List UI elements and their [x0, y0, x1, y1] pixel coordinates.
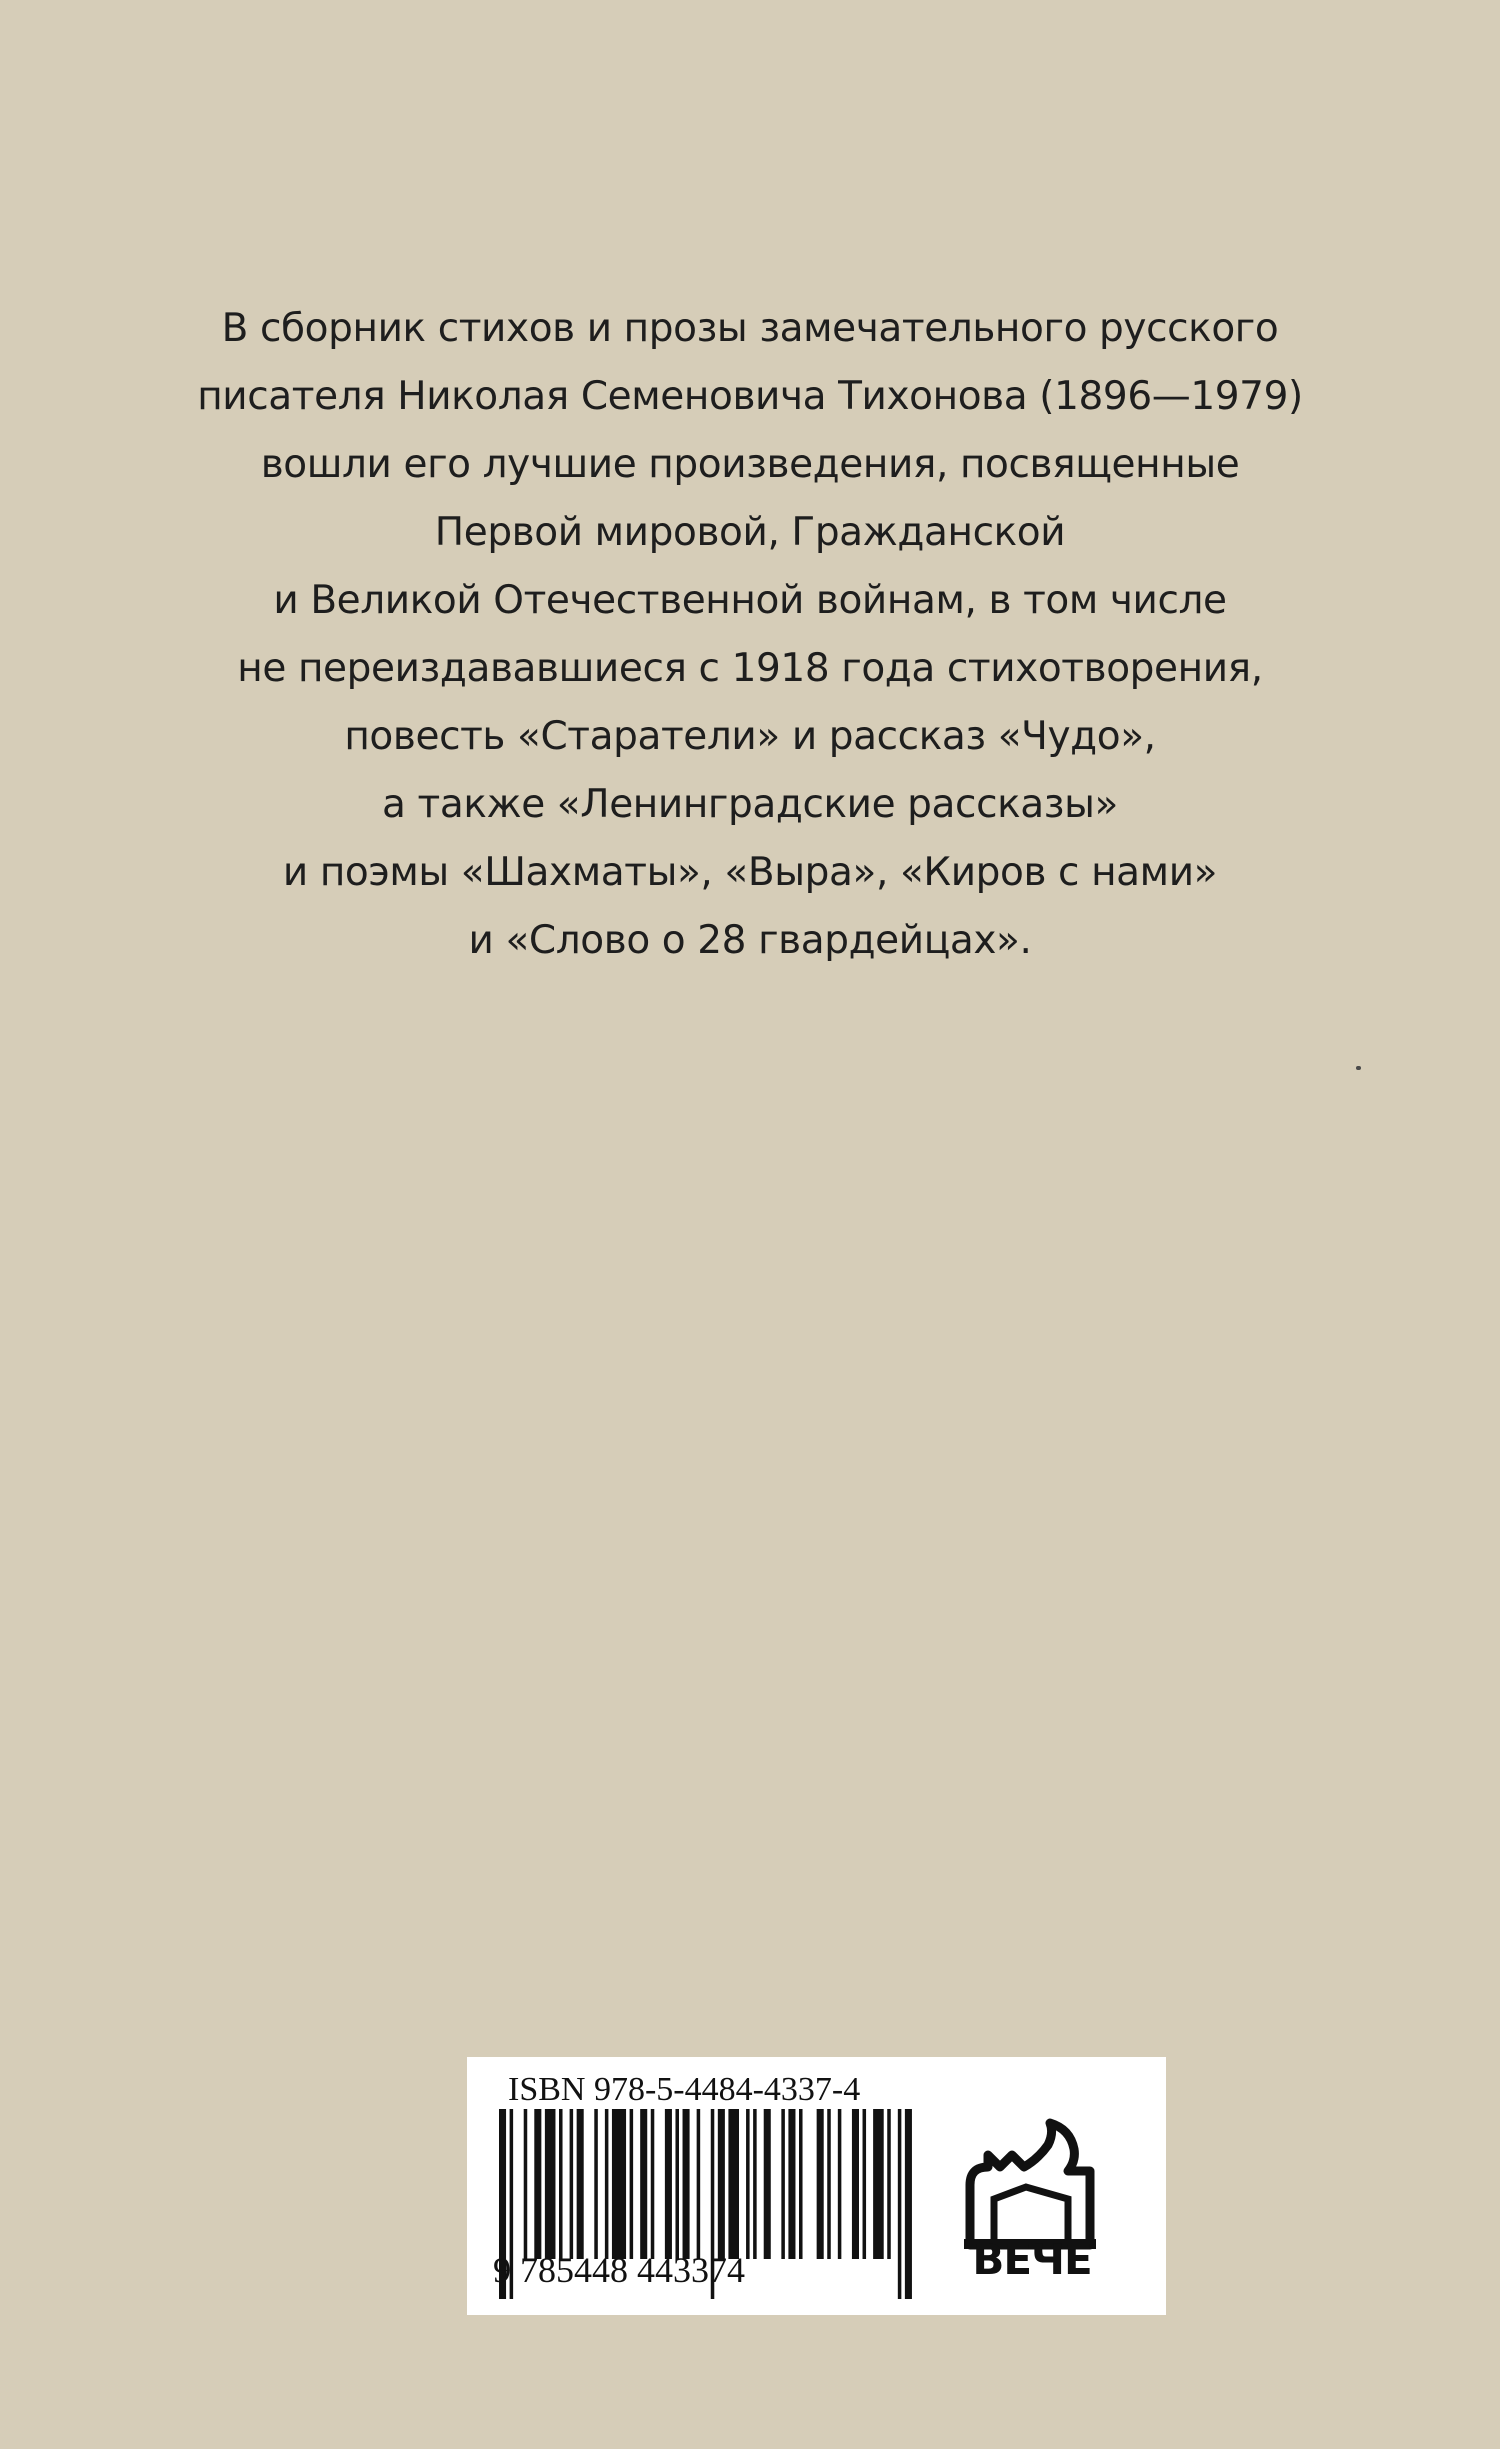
barcode-bar — [651, 2109, 655, 2259]
isbn-barcode-label — [467, 2057, 1166, 2315]
barcode-bar — [675, 2109, 679, 2259]
annotation-line: не переиздававшиеся с 1918 года стихотворения, — [237, 646, 1263, 691]
barcode-bar — [746, 2109, 750, 2259]
barcode-bar — [799, 2109, 803, 2259]
annotation-line: вошли его лучшие произведения, посвященные — [260, 442, 1240, 487]
barcode-bar — [817, 2109, 824, 2259]
barcode-bar — [612, 2109, 626, 2259]
barcode-bar — [605, 2109, 609, 2259]
annotation-line: писателя Николая Семеновича Тихонова (1896—1979) — [197, 374, 1303, 419]
barcode-bar — [887, 2109, 891, 2259]
barcode-bar — [827, 2109, 831, 2259]
annotation-line: и поэмы «Шахматы», «Выра», «Киров с нами» — [282, 850, 1218, 895]
barcode-bar — [905, 2109, 912, 2299]
barcode-bar — [559, 2109, 563, 2259]
barcode-bar — [665, 2109, 672, 2259]
annotation-line: и Великой Отечественной войнам, в том числе — [273, 578, 1227, 623]
barcode-bar — [718, 2109, 725, 2259]
annotation-line: и «Слово о 28 гвардейцах». — [468, 918, 1032, 963]
publisher-name: ВЕЧЕ — [972, 2235, 1092, 2284]
barcode-bar — [683, 2109, 690, 2259]
barcode-digits: 9 785448 443374 — [493, 2250, 745, 2290]
barcode-bar — [697, 2109, 701, 2259]
barcode-bar — [630, 2109, 634, 2259]
barcode-bar — [781, 2109, 785, 2259]
barcode-bar — [753, 2109, 757, 2259]
annotation-line: повесть «Старатели» и рассказ «Чудо», — [344, 714, 1156, 759]
annotation-text — [0, 295, 1500, 975]
barcode-bar — [838, 2109, 842, 2259]
barcode-bar — [898, 2109, 902, 2299]
barcode-bar — [577, 2109, 584, 2259]
isbn-number: ISBN 978-5-4484-4337-4 — [508, 2071, 861, 2108]
barcode-bar — [852, 2109, 859, 2259]
print-speck — [1356, 1066, 1361, 1070]
barcode-bar — [534, 2109, 541, 2259]
barcode-bar — [545, 2109, 556, 2259]
barcode-bar — [640, 2109, 647, 2259]
annotation-line: Первой мировой, Гражданской — [434, 510, 1066, 555]
barcode-bar — [728, 2109, 739, 2259]
barcode-bar — [788, 2109, 795, 2259]
barcode-bar — [524, 2109, 528, 2259]
barcode-bar — [570, 2109, 574, 2259]
barcode-bar — [594, 2109, 598, 2259]
barcode-bar — [764, 2109, 771, 2259]
barcode-bar — [863, 2109, 867, 2259]
barcode-bar — [873, 2109, 884, 2259]
annotation-line: В сборник стихов и прозы замечательного русского — [221, 306, 1279, 351]
annotation-line: а также «Ленинградские рассказы» — [382, 782, 1118, 827]
